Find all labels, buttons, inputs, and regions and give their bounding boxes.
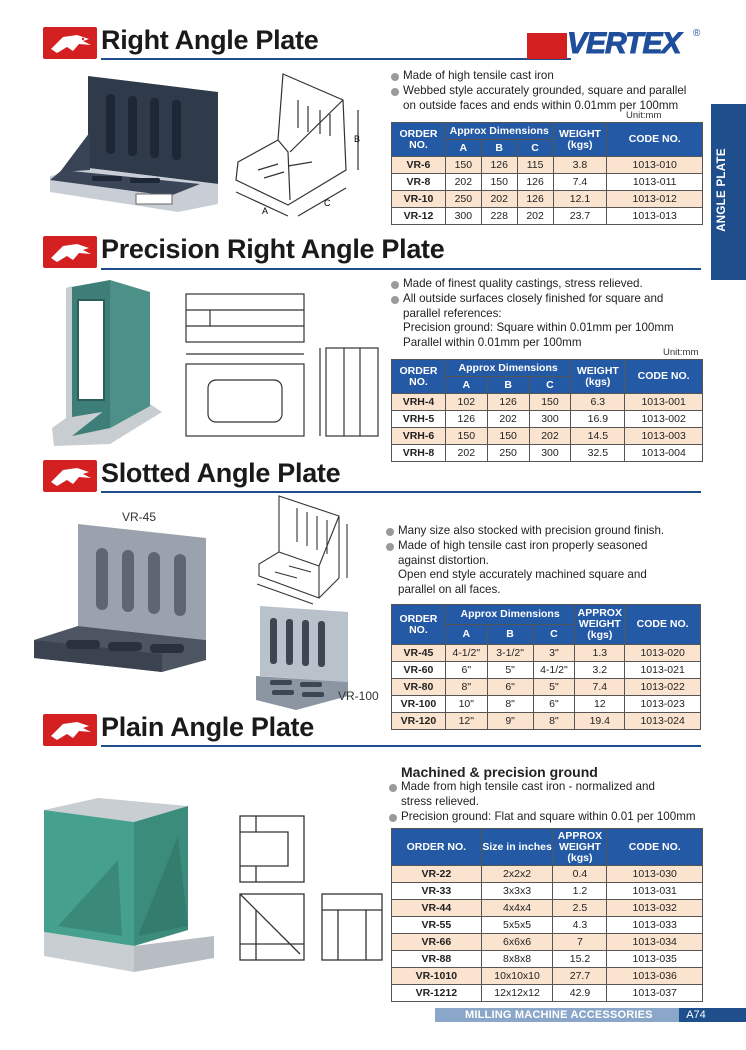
table-cell: 7 bbox=[553, 934, 607, 951]
table-cell: 202 bbox=[445, 174, 481, 191]
bullets-right-angle bbox=[391, 69, 686, 113]
table-row bbox=[392, 157, 703, 174]
table-row bbox=[392, 883, 703, 900]
table-header-cell: APPROX WEIGHT (kgs) bbox=[575, 605, 625, 645]
spec-table-precision bbox=[391, 359, 703, 462]
table-cell: 202 bbox=[445, 445, 487, 462]
section-title: Plain Angle Plate bbox=[101, 712, 314, 742]
table-cell: 250 bbox=[445, 191, 481, 208]
table-cell: VR-45 bbox=[392, 645, 446, 662]
precision-angle-plate-photo bbox=[50, 278, 165, 456]
bullet-item: Made from high tensile cast iron - normalized and bbox=[389, 780, 696, 795]
table-cell: 5" bbox=[487, 662, 533, 679]
table-cell: 202 bbox=[529, 428, 571, 445]
right-angle-plate-diagram bbox=[228, 70, 373, 220]
table-header-cell: Approx Dimensions bbox=[445, 360, 570, 377]
svg-text:A: A bbox=[262, 206, 269, 216]
table-header-cell: A bbox=[445, 625, 487, 645]
section-title: Slotted Angle Plate bbox=[101, 458, 341, 488]
table-cell: VR-6 bbox=[392, 157, 446, 174]
table-cell: 6" bbox=[445, 662, 487, 679]
table-cell: 5x5x5 bbox=[481, 917, 553, 934]
table-cell: 8" bbox=[533, 713, 575, 730]
bullet-item: Webbed style accurately grounded, square and parallel bbox=[391, 84, 686, 99]
eagle-logo-icon bbox=[43, 460, 97, 492]
table-cell: 8x8x8 bbox=[481, 951, 553, 968]
table-header-cell: ORDER NO. bbox=[392, 605, 446, 645]
table-header-cell: B bbox=[487, 625, 533, 645]
table-cell: 2x2x2 bbox=[481, 866, 553, 883]
table-header-cell: WEIGHT (kgs) bbox=[553, 123, 607, 157]
svg-text:C: C bbox=[324, 198, 331, 208]
table-cell: 228 bbox=[481, 208, 517, 225]
bullet-item: parallel on all faces. bbox=[398, 583, 501, 597]
section-header-precision-right-angle-plate bbox=[43, 236, 703, 272]
table-header-cell: C bbox=[517, 140, 553, 157]
table-cell: 1013-033 bbox=[607, 917, 703, 934]
table-cell: 3.8 bbox=[553, 157, 607, 174]
eagle-logo-icon bbox=[43, 27, 97, 59]
table-cell: 6" bbox=[487, 679, 533, 696]
table-header-cell: WEIGHT (kgs) bbox=[571, 360, 625, 394]
table-header-cell: CODE NO. bbox=[625, 605, 701, 645]
table-cell: VR-100 bbox=[392, 696, 446, 713]
table-cell: 16.9 bbox=[571, 411, 625, 428]
table-cell: 150 bbox=[445, 428, 487, 445]
table-row bbox=[392, 445, 703, 462]
spec-table-slotted bbox=[391, 604, 701, 730]
bullet-item: Many size also stocked with precision ground finish. bbox=[386, 524, 664, 539]
bullet-item: Precision ground: Flat and square within 0.01 per 100mm bbox=[389, 810, 696, 825]
bullet-item: stress relieved. bbox=[401, 794, 479, 808]
bullet-item: Parallel within 0.01mm per 100mm bbox=[403, 336, 582, 350]
bullets-plain bbox=[389, 764, 696, 824]
side-tab: ANGLE PLATE bbox=[711, 104, 746, 280]
table-cell: 32.5 bbox=[571, 445, 625, 462]
table-cell: 126 bbox=[517, 191, 553, 208]
table-row bbox=[392, 645, 701, 662]
table-cell: 4.3 bbox=[553, 917, 607, 934]
table-cell: VRH-5 bbox=[392, 411, 446, 428]
table-cell: 6" bbox=[533, 696, 575, 713]
table-cell: VRH-6 bbox=[392, 428, 446, 445]
table-cell: 126 bbox=[487, 394, 529, 411]
precision-angle-plate-diagram bbox=[180, 292, 385, 442]
table-cell: 1013-031 bbox=[607, 883, 703, 900]
table-cell: 1013-032 bbox=[607, 900, 703, 917]
table-cell: 7.4 bbox=[553, 174, 607, 191]
table-cell: 300 bbox=[445, 208, 481, 225]
table-header-row bbox=[392, 829, 703, 866]
vertex-logo: VERTEX ® bbox=[527, 30, 705, 62]
table-cell: 1013-003 bbox=[625, 428, 703, 445]
table-cell: 12x12x12 bbox=[481, 985, 553, 1002]
table-cell: 1013-002 bbox=[625, 411, 703, 428]
slotted-angle-plate-photo bbox=[34, 522, 210, 677]
eagle-logo-icon bbox=[43, 714, 97, 746]
table-cell: 27.7 bbox=[553, 968, 607, 985]
table-cell: 1.3 bbox=[575, 645, 625, 662]
table-cell: 202 bbox=[481, 191, 517, 208]
table-cell: 150 bbox=[487, 428, 529, 445]
section-rule bbox=[101, 491, 701, 493]
table-header-cell: A bbox=[445, 140, 481, 157]
bullet-item: parallel references: bbox=[403, 306, 502, 320]
table-cell: 126 bbox=[517, 174, 553, 191]
table-cell: 8" bbox=[487, 696, 533, 713]
caption-vr-45: VR-45 bbox=[122, 510, 157, 524]
table-cell: 3.2 bbox=[575, 662, 625, 679]
plain-angle-plate-diagram bbox=[238, 812, 386, 972]
table-cell: 126 bbox=[481, 157, 517, 174]
table-cell: 5" bbox=[533, 679, 575, 696]
section-header-plain-angle-plate bbox=[43, 714, 703, 750]
table-row bbox=[392, 934, 703, 951]
table-header-row bbox=[392, 360, 703, 377]
table-header-cell: ORDER NO. bbox=[392, 360, 446, 394]
table-cell: 3-1/2" bbox=[487, 645, 533, 662]
section-rule bbox=[101, 58, 571, 60]
table-cell: VR-1010 bbox=[392, 968, 482, 985]
table-cell: 150 bbox=[529, 394, 571, 411]
slotted-angle-plate-photo-vr100 bbox=[256, 604, 350, 714]
bullet-item: Precision ground: Square within 0.01mm per 100mm bbox=[403, 321, 674, 335]
table-cell: 7.4 bbox=[575, 679, 625, 696]
table-cell: 1013-012 bbox=[607, 191, 703, 208]
table-cell: 1013-022 bbox=[625, 679, 701, 696]
table-cell: 1013-034 bbox=[607, 934, 703, 951]
table-cell: 6.3 bbox=[571, 394, 625, 411]
table-header-cell: APPROX WEIGHT (kgs) bbox=[553, 829, 607, 866]
page-number: A74 bbox=[679, 1008, 713, 1022]
table-cell: 1013-036 bbox=[607, 968, 703, 985]
plain-angle-plate-photo bbox=[38, 796, 218, 986]
table-cell: 23.7 bbox=[553, 208, 607, 225]
table-cell: VR-55 bbox=[392, 917, 482, 934]
table-cell: VR-33 bbox=[392, 883, 482, 900]
table-cell: 1013-020 bbox=[625, 645, 701, 662]
table-cell: 4-1/2" bbox=[445, 645, 487, 662]
section-rule bbox=[101, 745, 701, 747]
table-row bbox=[392, 985, 703, 1002]
eagle-logo-icon bbox=[43, 236, 97, 268]
table-cell: 1013-030 bbox=[607, 866, 703, 883]
table-cell: 126 bbox=[445, 411, 487, 428]
table-cell: VR-10 bbox=[392, 191, 446, 208]
table-header-cell: CODE NO. bbox=[607, 123, 703, 157]
table-cell: 1013-035 bbox=[607, 951, 703, 968]
table-row bbox=[392, 394, 703, 411]
table-header-row bbox=[392, 123, 703, 140]
table-cell: 1013-011 bbox=[607, 174, 703, 191]
table-cell: VR-88 bbox=[392, 951, 482, 968]
table-header-cell: B bbox=[481, 140, 517, 157]
table-row bbox=[392, 900, 703, 917]
spec-table-plain bbox=[391, 828, 703, 1002]
table-row bbox=[392, 917, 703, 934]
table-row bbox=[392, 679, 701, 696]
spec-table-right-angle bbox=[391, 122, 703, 225]
bullets-precision bbox=[391, 277, 674, 351]
slotted-angle-plate-diagram bbox=[253, 494, 353, 606]
table-cell: 12" bbox=[445, 713, 487, 730]
section-rule bbox=[101, 268, 701, 270]
table-cell: VR-66 bbox=[392, 934, 482, 951]
table-cell: VR-60 bbox=[392, 662, 446, 679]
table-cell: 1013-037 bbox=[607, 985, 703, 1002]
table-cell: 19.4 bbox=[575, 713, 625, 730]
table-cell: 42.9 bbox=[553, 985, 607, 1002]
table-header-cell: B bbox=[487, 377, 529, 394]
table-row bbox=[392, 208, 703, 225]
table-cell: VR-1212 bbox=[392, 985, 482, 1002]
table-cell: 4x4x4 bbox=[481, 900, 553, 917]
table-cell: 1013-023 bbox=[625, 696, 701, 713]
table-cell: VR-120 bbox=[392, 713, 446, 730]
table-cell: 6x6x6 bbox=[481, 934, 553, 951]
table-cell: 300 bbox=[529, 445, 571, 462]
table-cell: 1013-013 bbox=[607, 208, 703, 225]
section-title: Right Angle Plate bbox=[101, 25, 319, 55]
table-row bbox=[392, 866, 703, 883]
bullet-item: against distortion. bbox=[398, 553, 489, 567]
table-row bbox=[392, 968, 703, 985]
bullet-item: Made of high tensile cast iron properly seasoned bbox=[386, 539, 664, 554]
table-cell: 0.4 bbox=[553, 866, 607, 883]
table-header-cell: CODE NO. bbox=[607, 829, 703, 866]
table-cell: 202 bbox=[487, 411, 529, 428]
table-cell: 10x10x10 bbox=[481, 968, 553, 985]
table-row bbox=[392, 191, 703, 208]
table-cell: 15.2 bbox=[553, 951, 607, 968]
table-row bbox=[392, 411, 703, 428]
section-header-slotted-angle-plate bbox=[43, 460, 703, 496]
table-header-cell: ORDER NO. bbox=[392, 123, 446, 157]
table-row bbox=[392, 662, 701, 679]
table-cell: VR-80 bbox=[392, 679, 446, 696]
table-header-cell: ORDER NO. bbox=[392, 829, 482, 866]
footer-text: MILLING MACHINE ACCESSORIES bbox=[465, 1009, 653, 1021]
table-cell: 9" bbox=[487, 713, 533, 730]
table-header-row bbox=[392, 605, 701, 625]
table-header-cell: Size in inches bbox=[481, 829, 553, 866]
page-footer bbox=[435, 1008, 746, 1022]
unit-label: Unit:mm bbox=[626, 110, 662, 121]
table-cell: 14.5 bbox=[571, 428, 625, 445]
table-cell: 202 bbox=[517, 208, 553, 225]
logo-eagle-icon bbox=[527, 33, 567, 59]
table-cell: 1013-010 bbox=[607, 157, 703, 174]
bullets-slotted bbox=[386, 524, 664, 598]
table-cell: 1013-001 bbox=[625, 394, 703, 411]
svg-text:B: B bbox=[354, 134, 361, 144]
table-cell: 8" bbox=[445, 679, 487, 696]
table-header-cell: A bbox=[445, 377, 487, 394]
right-angle-plate-photo bbox=[50, 72, 220, 212]
table-cell: 150 bbox=[481, 174, 517, 191]
table-cell: 1013-004 bbox=[625, 445, 703, 462]
subhead: Machined & precision ground bbox=[401, 764, 598, 780]
section-title: Precision Right Angle Plate bbox=[101, 234, 445, 264]
table-header-cell: C bbox=[529, 377, 571, 394]
table-cell: VRH-8 bbox=[392, 445, 446, 462]
bullet-item: All outside surfaces closely finished for square and bbox=[391, 292, 674, 307]
table-row bbox=[392, 696, 701, 713]
table-header-cell: Approx Dimensions bbox=[445, 123, 553, 140]
table-cell: VR-12 bbox=[392, 208, 446, 225]
table-cell: 300 bbox=[529, 411, 571, 428]
bullet-item: Made of finest quality castings, stress relieved. bbox=[391, 277, 674, 292]
bullet-item: on outside faces and ends within 0.01mm per 100mm bbox=[403, 98, 679, 112]
caption-vr-100: VR-100 bbox=[338, 689, 379, 703]
table-header-cell: C bbox=[533, 625, 575, 645]
table-header-cell: Approx Dimensions bbox=[445, 605, 574, 625]
table-cell: 3" bbox=[533, 645, 575, 662]
footer-end-block bbox=[713, 1008, 746, 1022]
table-cell: VR-22 bbox=[392, 866, 482, 883]
table-cell: 102 bbox=[445, 394, 487, 411]
table-row bbox=[392, 951, 703, 968]
table-cell: 3x3x3 bbox=[481, 883, 553, 900]
table-cell: 115 bbox=[517, 157, 553, 174]
table-row bbox=[392, 174, 703, 191]
table-cell: 1.2 bbox=[553, 883, 607, 900]
table-cell: 1013-021 bbox=[625, 662, 701, 679]
table-header-cell: CODE NO. bbox=[625, 360, 703, 394]
table-cell: VRH-4 bbox=[392, 394, 446, 411]
table-cell: 12 bbox=[575, 696, 625, 713]
table-cell: 150 bbox=[445, 157, 481, 174]
table-cell: 4-1/2" bbox=[533, 662, 575, 679]
table-cell: 1013-024 bbox=[625, 713, 701, 730]
table-cell: 250 bbox=[487, 445, 529, 462]
bullet-item: Open end style accurately machined square and bbox=[398, 568, 647, 582]
bullet-item: Made of high tensile cast iron bbox=[391, 69, 686, 84]
table-cell: 10" bbox=[445, 696, 487, 713]
table-cell: VR-44 bbox=[392, 900, 482, 917]
table-cell: 12.1 bbox=[553, 191, 607, 208]
table-cell: VR-8 bbox=[392, 174, 446, 191]
table-row bbox=[392, 428, 703, 445]
table-cell: 2.5 bbox=[553, 900, 607, 917]
unit-label: Unit:mm bbox=[663, 347, 699, 358]
